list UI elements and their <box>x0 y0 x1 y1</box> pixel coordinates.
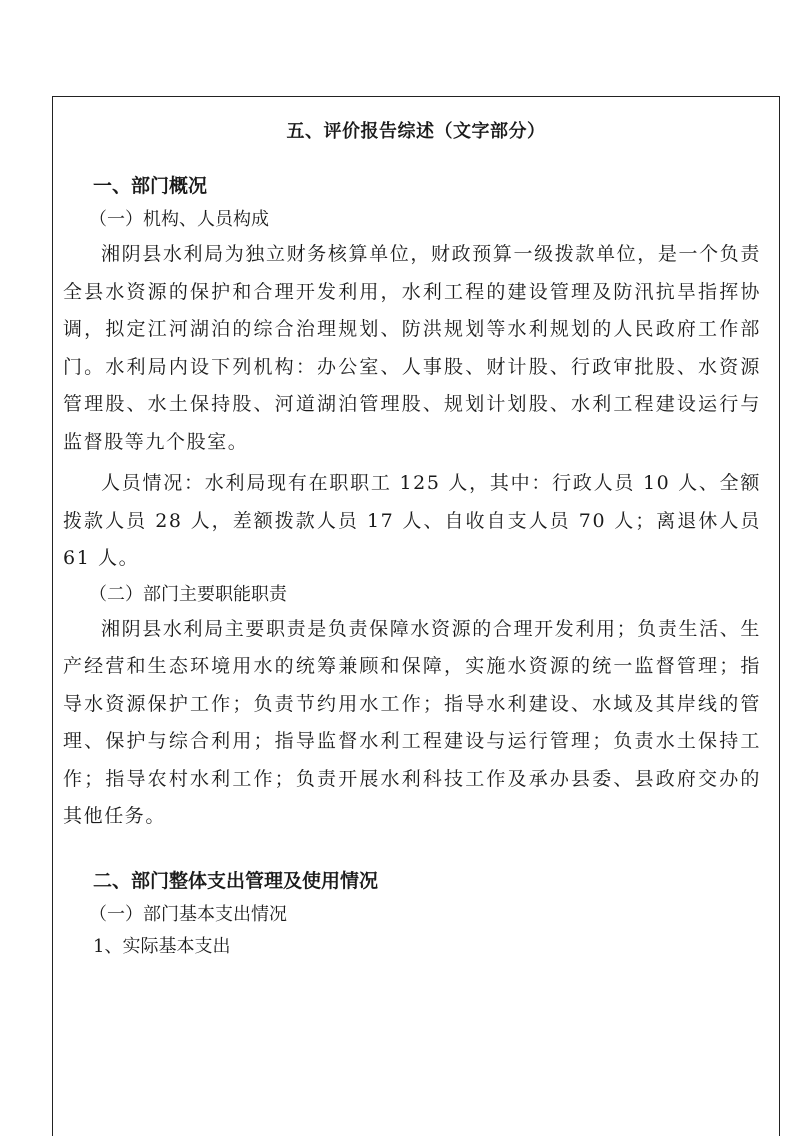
subsection-heading-duties: （二）部门主要职能职责 <box>89 583 287 605</box>
list-item-actual-basic-expenditure: 1、实际基本支出 <box>93 935 231 957</box>
report-frame <box>52 96 780 1136</box>
section-heading-expenditure: 二、部门整体支出管理及使用情况 <box>93 869 379 892</box>
subsection-heading-structure: （一）机构、人员构成 <box>89 209 269 230</box>
document-body <box>63 169 761 963</box>
paragraph-structure: 湘阴县水利局为独立财务核算单位，财政预算一级拨款单位，是一个负责全县水资源的保护和合理开发利用，水利工程的建设管理及防汛抗旱指挥协调，拟定江河湖泊的综合治理规划、防洪规划等水利规划的人民政府工作部门。水利局内设下列机构：办公室、人事股、财计股、行政审批股、水资源管理股、水土保持股、河道湖泊管理股、规划计划股、水利工程建设运行与监督股等九个股室。 <box>63 243 761 453</box>
page-title: 五、评价报告综述（文字部分） <box>286 121 546 142</box>
paragraph-staff: 人员情况：水利局现有在职职工 125 人，其中：行政人员 10 人、全额拨款人员 28 人，差额拨款人员 17 人、自收自支人员 70 人；离退休人员 61 人。 <box>63 472 761 569</box>
subsection-heading-basic-expenditure: （一）部门基本支出情况 <box>89 903 287 925</box>
section-heading-overview: 一、部门概况 <box>93 175 208 197</box>
paragraph-duties: 湘阴县水利局主要职责是负责保障水资源的合理开发利用；负责生活、生产经营和生态环境用水的统筹兼顾和保障，实施水资源的统一监督管理；指导水资源保护工作；负责节约用水工作；指导水利建设、水域及其岸线的管理、保护与综合利用；指导监督水利工程建设与运行管理；负责水土保持工作；指导农村水利工作；负责开展水利科技工作及承办县委、县政府交办的其他任务。 <box>63 617 761 827</box>
